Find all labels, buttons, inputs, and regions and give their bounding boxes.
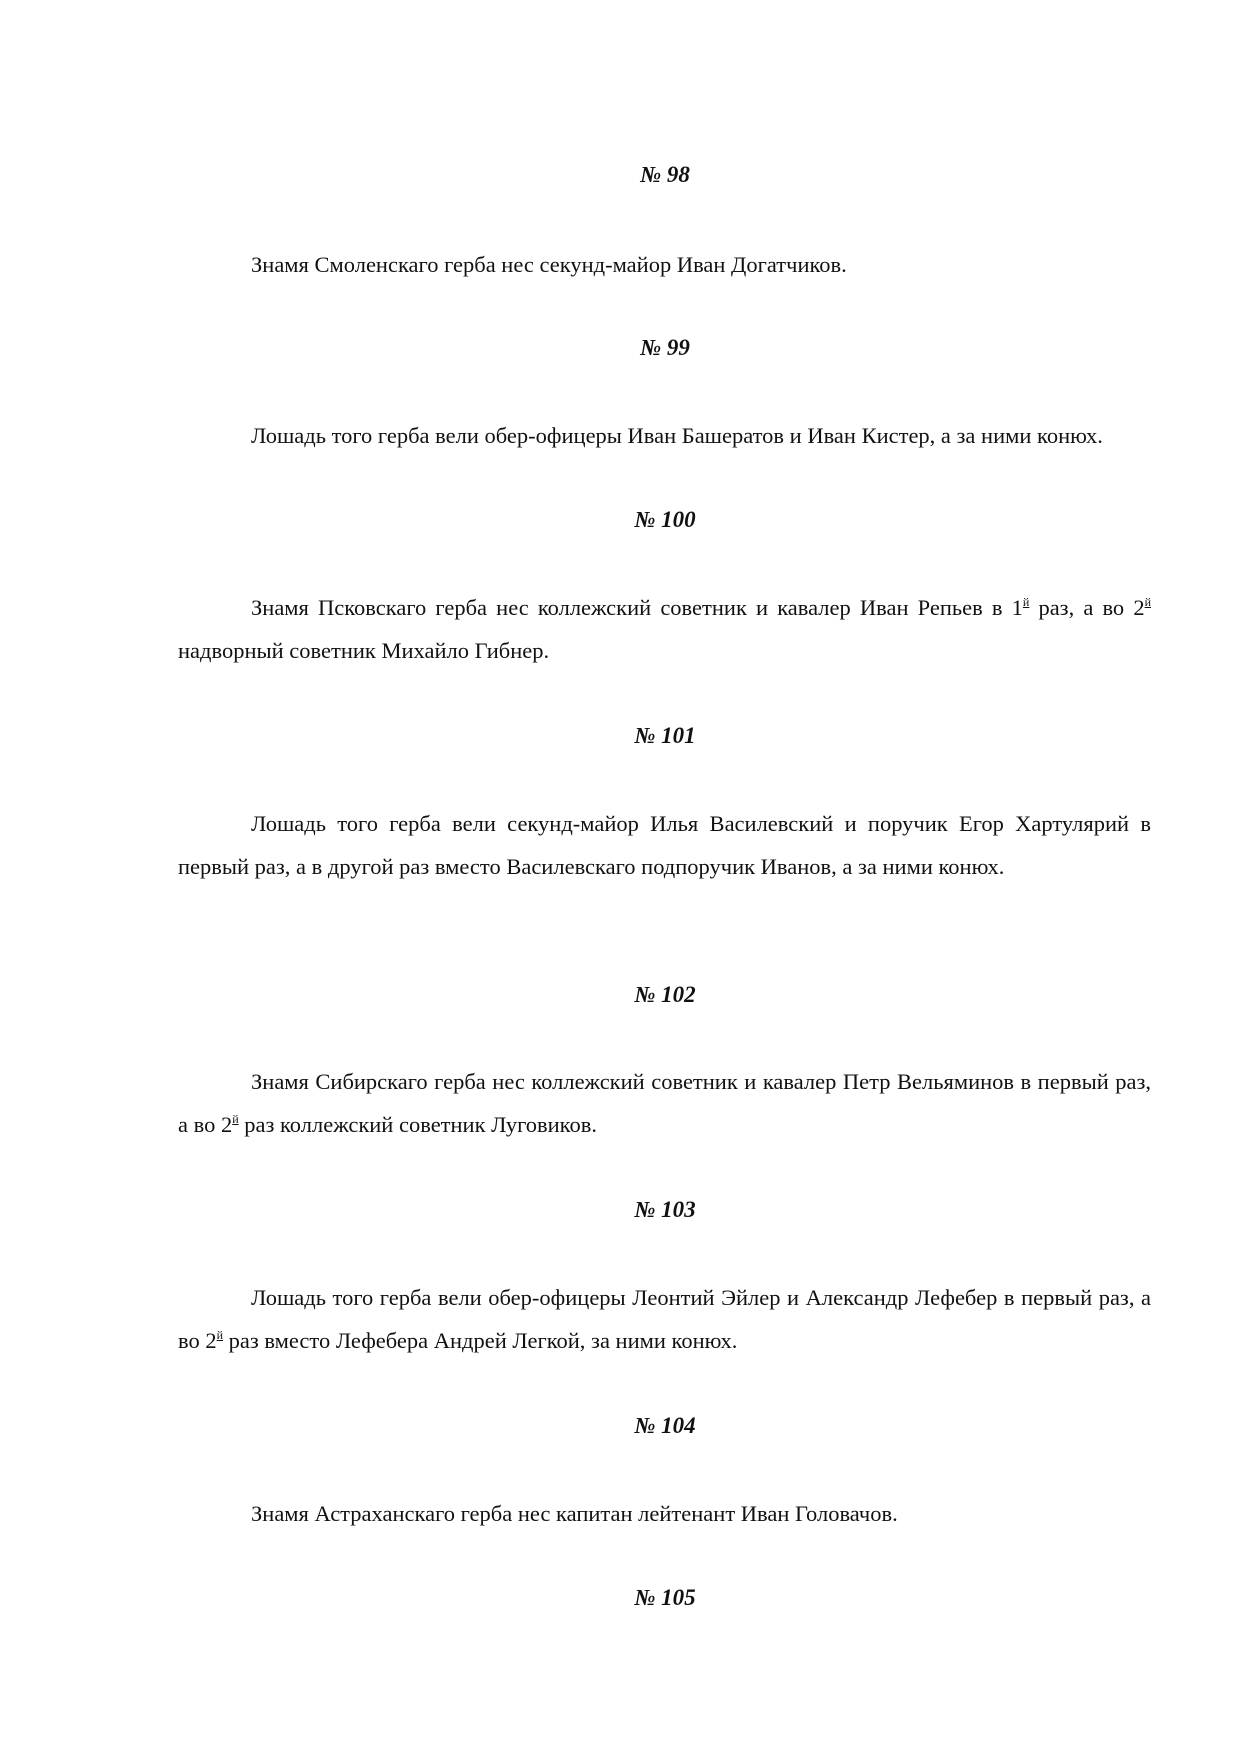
- entry-text-99: Лошадь того герба вели обер-офицеры Иван Башератов и Иван Кистер, а за ними конюх.: [251, 423, 1103, 448]
- entry-text-103-part2: раз вместо Лефебера Андрей Легкой, за ними конюх.: [223, 1328, 738, 1353]
- ordinal-suffix: й: [216, 1328, 224, 1342]
- entry-number-98: № 98: [640, 162, 690, 187]
- entry-text-102-part2: раз коллежский советник Луговиков.: [238, 1112, 597, 1137]
- entry-text-103: [178, 1276, 1151, 1362]
- entry-number-104: № 104: [634, 1413, 696, 1438]
- ordinal-suffix: й: [1144, 595, 1151, 609]
- entry-text-100-part1: Знамя Псковскаго герба нес коллежский советник и кавалер Иван Репьев в 1: [251, 595, 1023, 620]
- entry-text-100-part2: раз, а во 2: [1029, 595, 1145, 620]
- entry-text-102-part1: Знамя Сибирскаго герба нес коллежский советник и кавалер Петр Вельяминов в первый раз, а во 2: [178, 1069, 1151, 1137]
- entry-text-104: Знамя Астраханскаго герба нес капитан лейтенант Иван Головачов.: [251, 1501, 898, 1526]
- entry-text-100-part3: надворный советник Михайло Гибнер.: [178, 638, 550, 663]
- ordinal-suffix: й: [232, 1112, 239, 1126]
- entry-text-103-part1: Лошадь того герба вели обер-офицеры Леонтий Эйлер и Александр Лефебер в первый раз, а во 2: [178, 1285, 1151, 1353]
- ordinal-suffix: й: [1022, 595, 1030, 609]
- entry-number-105: № 105: [634, 1585, 696, 1610]
- entry-text-102: [178, 1060, 1151, 1146]
- entry-number-99: № 99: [640, 335, 690, 360]
- entry-number-101: № 101: [634, 723, 696, 748]
- entry-number-102: № 102: [634, 982, 696, 1007]
- entry-text-98: Знамя Смоленскаго герба нес секунд-майор Иван Догатчиков.: [251, 252, 847, 277]
- entry-text-101: Лошадь того герба вели секунд-майор Илья Василевский и поручик Егор Хартулярий в первый раз, а в другой раз вместо Василевскаго подпоручик Иванов, а за ними конюх.: [178, 811, 1151, 879]
- entry-number-103: № 103: [634, 1197, 696, 1222]
- entry-text-100: [178, 586, 1151, 672]
- entry-number-100: № 100: [634, 507, 696, 532]
